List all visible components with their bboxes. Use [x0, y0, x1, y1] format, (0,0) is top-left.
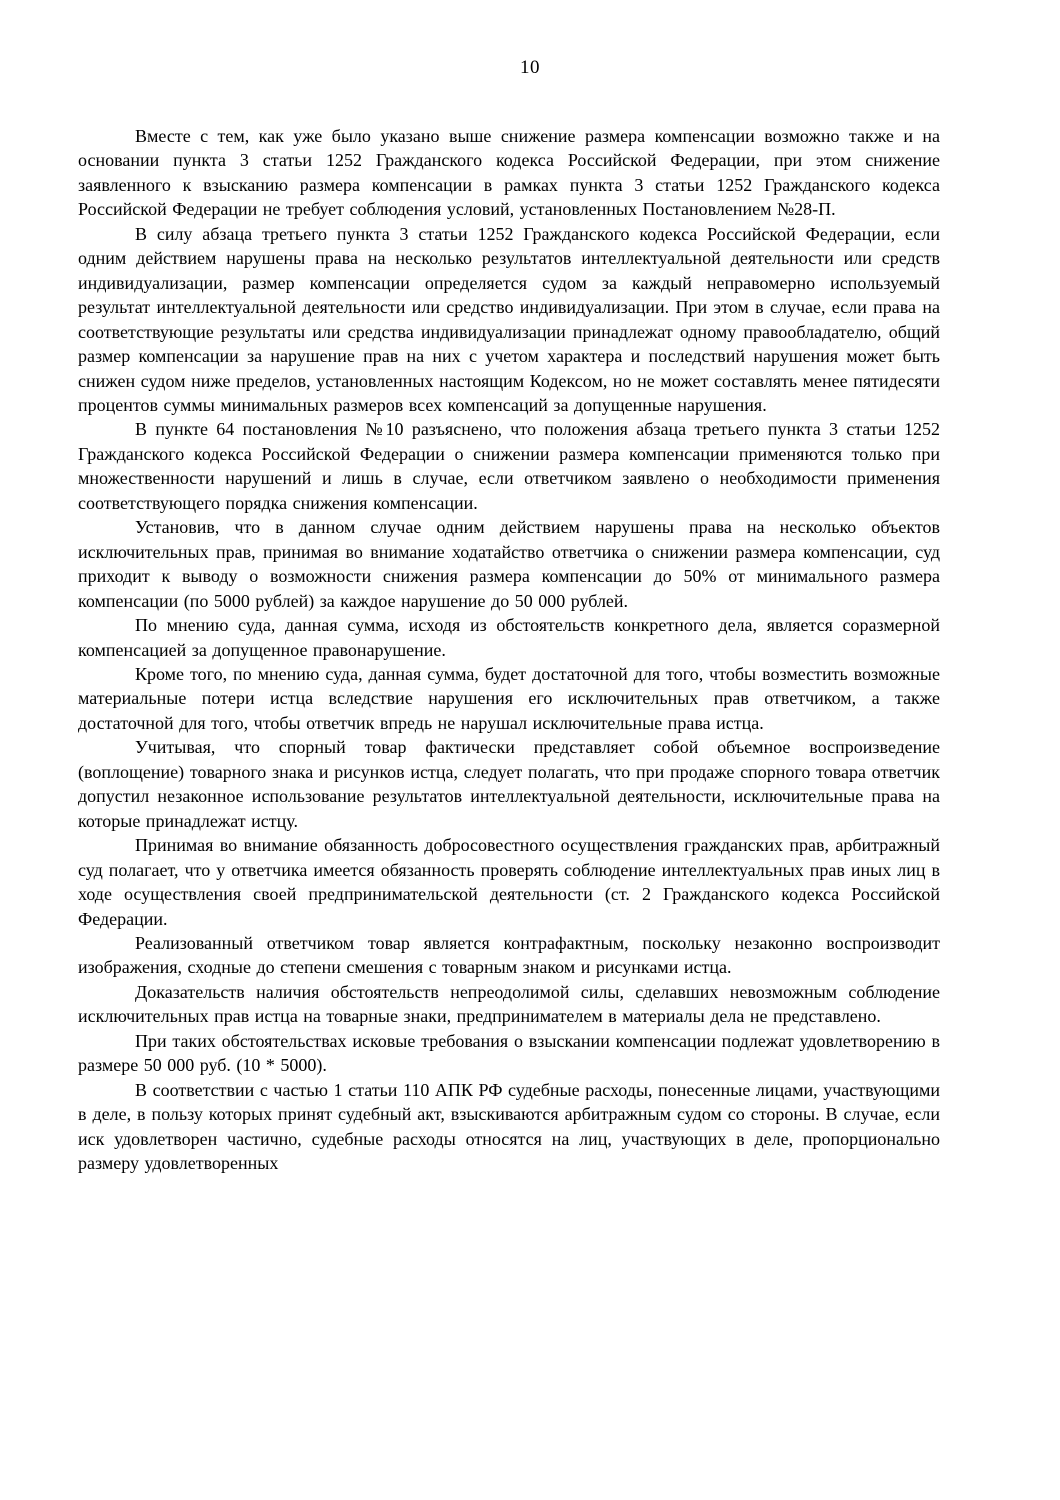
paragraph-4: Установив, что в данном случае одним действием нарушены права на несколько объектов исключительных прав, принимая во внимание ходатайство ответчика о снижении размера компенсации, суд приходит к выводу о возможности снижения размера компенсации до 50% от минимального размера компенсации (по 5000 рублей) за каждое нарушение до 50 000 рублей. — [78, 517, 940, 611]
paragraph-10: Доказательств наличия обстоятельств непреодолимой силы, сделавших невозможным соблюдение исключительных прав истца на товарные знаки, предпринимателем в материалы дела не представлено. — [78, 981, 940, 1027]
paragraph-9: Реализованный ответчиком товар является контрафактным, поскольку незаконно воспроизводит изображения, сходные до степени смешения с товарным знаком и рисунками истца. — [78, 932, 940, 978]
paragraph-6: Кроме того, по мнению суда, данная сумма, будет достаточной для того, чтобы возместить возможные материальные потери истца вследствие нарушения его исключительных прав ответчиком, а также достаточной для того, чтобы ответчик впредь не нарушал исключительные права истца. — [78, 663, 940, 733]
paragraph-8: Принимая во внимание обязанность добросовестного осуществления гражданских прав, арбитражный суд полагает, что у ответчика имеется обязанность проверять соблюдение интеллектуальных прав иных лиц в ходе осуществления своей предпринимательской деятельности (ст. 2 Гражданского кодекса Российской Федерации. — [78, 835, 940, 929]
paragraph-2: В силу абзаца третьего пункта 3 статьи 1252 Гражданского кодекса Российской Федерации, если одним действием нарушены права на несколько результатов интеллектуальной деятельности или средств индивидуализации, размер компенсации определяется судом за каждый неправомерно используемый результат интеллектуальной деятельности или средство индивидуализации. При этом в случае, если права на соответствующие результаты или средства индивидуализации принадлежат одному правообладателю, общий размер компенсации за нарушение прав на них с учетом характера и последствий нарушения может быть снижен судом ниже пределов, установленных настоящим Кодексом, но не может составлять менее пятидесяти процентов суммы минимальных размеров всех компенсаций за допущенные нарушения. — [78, 223, 940, 415]
page-number: 10 — [520, 57, 540, 78]
paragraph-1: Вместе с тем, как уже было указано выше снижение размера компенсации возможно также и на основании пункта 3 статьи 1252 Гражданского кодекса Российской Федерации, при этом снижение заявленного к взысканию размера компенсации в рамках пункта 3 статьи 1252 Гражданского кодекса Российской Федерации не требует соблюдения условий, установленных Постановлением №28-П. — [78, 126, 940, 220]
paragraph-5: По мнению суда, данная сумма, исходя из обстоятельств конкретного дела, является соразмерной компенсацией за допущенное правонарушение. — [78, 615, 940, 660]
paragraph-11: При таких обстоятельствах исковые требования о взыскании компенсации подлежат удовлетворению в размере 50 000 руб. (10 * 5000). — [78, 1030, 940, 1076]
paragraph-12: В соответствии с частью 1 статьи 110 АПК РФ судебные расходы, понесенные лицами, участвующими в деле, в пользу которых принят судебный акт, взыскиваются арбитражным судом со стороны. В случае, если иск удовлетворен частично, судебные расходы относятся на лиц, участвующих в деле, пропорционально размеру удовлетворенных — [78, 1079, 940, 1174]
document-body — [78, 124, 940, 1175]
paragraph-3: В пункте 64 постановления №10 разъяснено, что положения абзаца третьего пункта 3 статьи 1252 Гражданского кодекса Российской Федерации о снижении размера компенсации применяются только при множественности нарушений и лишь в случае, если ответчиком заявлено о необходимости применения соответствующего порядка снижения компенсации. — [78, 419, 940, 513]
paragraph-7: Учитывая, что спорный товар фактически представляет собой объемное воспроизведение (воплощение) товарного знака и рисунков истца, следует полагать, что при продаже спорного товара ответчик допустил незаконное использование результатов интеллектуальной деятельности, исключительные права на которые принадлежат истцу. — [78, 737, 940, 831]
